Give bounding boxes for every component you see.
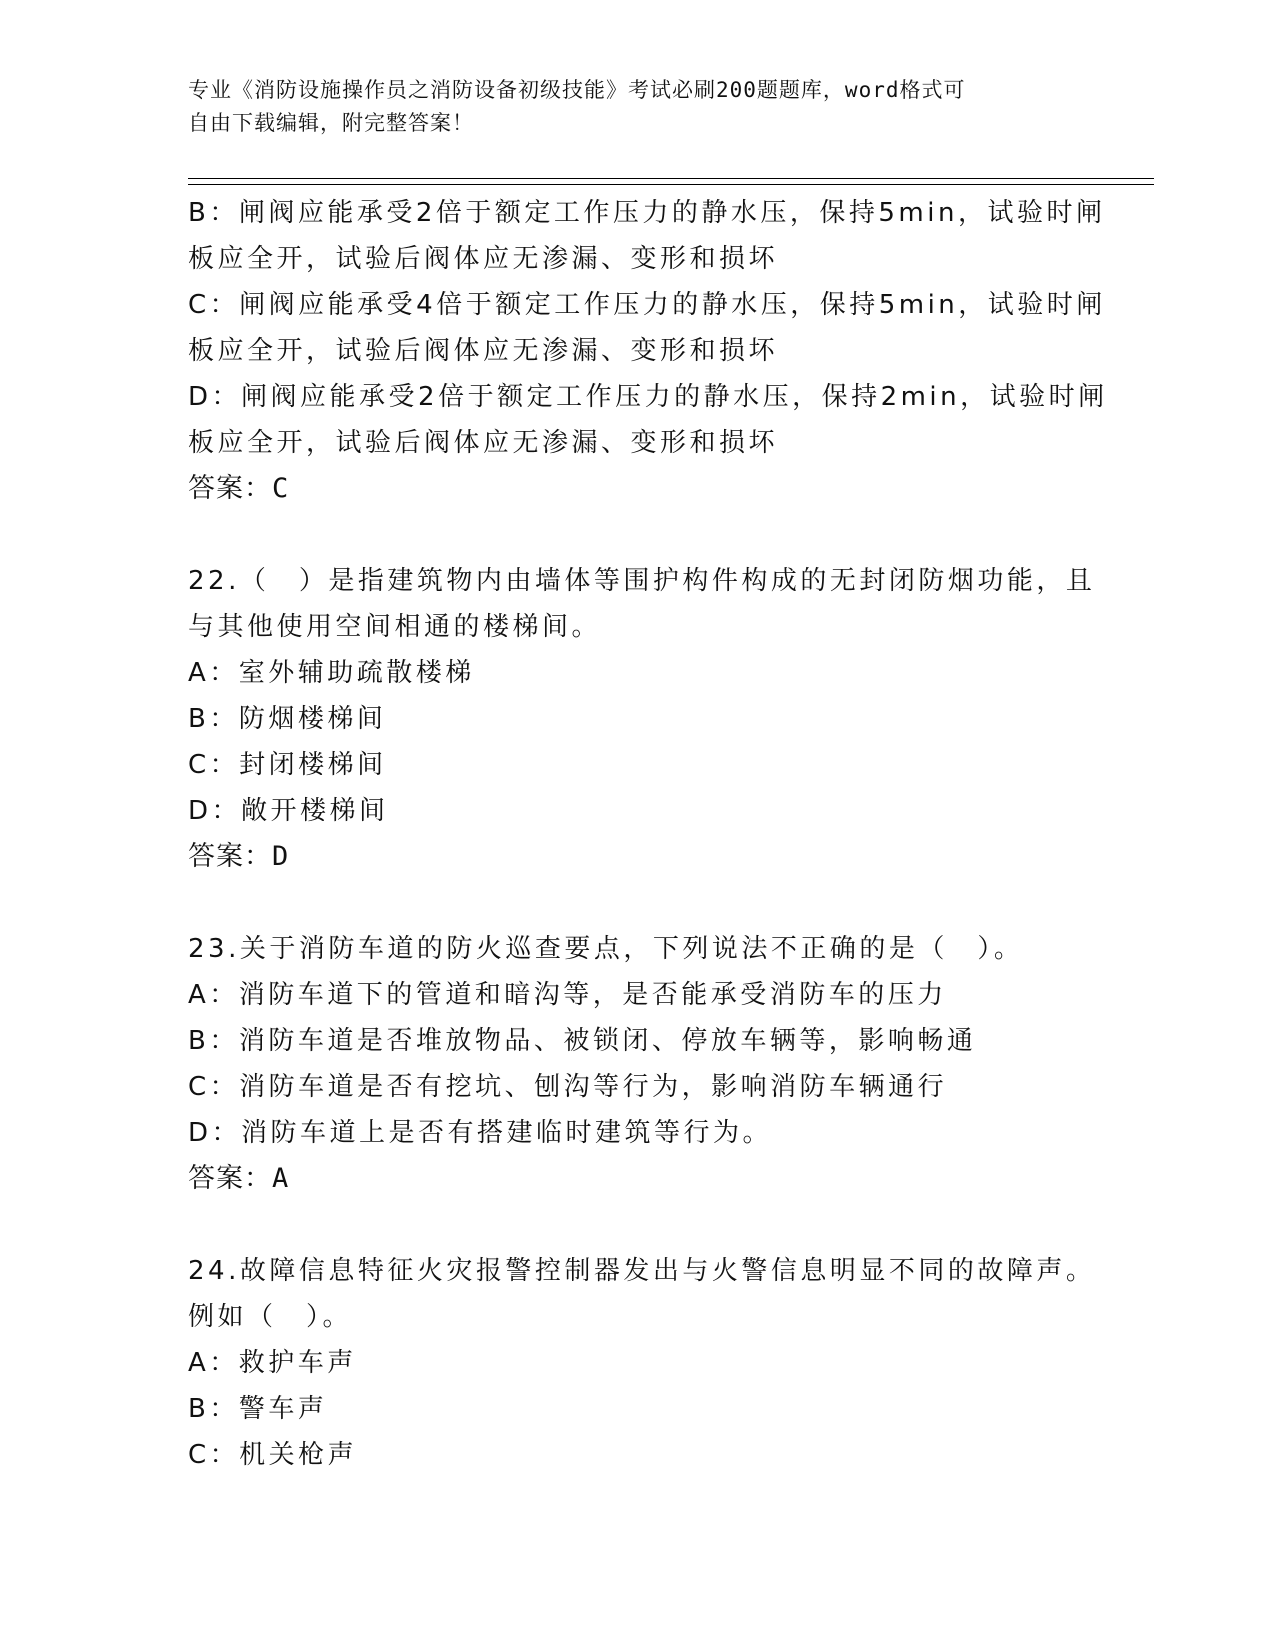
answer-label: 答案： [188,1163,272,1194]
answer-value: D [272,841,290,872]
question-stem-line-1: 23.关于消防车道的防火巡查要点，下列说法不正确的是（ ）。 [188,934,1024,964]
document-header [188,74,1088,140]
question-21 [188,190,1108,512]
option-c: C：机关枪声 [188,1440,358,1470]
answer-value: A [272,1163,290,1194]
question-stem-line-1: 22.（ ）是指建筑物内由墙体等围护构件构成的无封闭防烟功能，且 [188,566,1096,596]
header-title-line-1: 专业《消防设施操作员之消防设备初级技能》考试必刷200题题库，word格式可 [188,78,966,102]
answer [188,834,1088,880]
option-d-line-2: 板应全开，试验后阀体应无渗漏、变形和损坏 [188,428,779,458]
answer [188,1156,1088,1202]
question-stem-line-2: 例如（ ）。 [188,1302,353,1332]
option-b: B：防烟楼梯间 [188,704,387,734]
answer-label: 答案： [188,473,272,504]
option-a: A：室外辅助疏散楼梯 [188,658,475,688]
option-d-line-1: D：闸阀应能承受2倍于额定工作压力的静水压，保持2min，试验时闸 [188,382,1108,412]
header-rule-top [188,178,1154,179]
option-c: C：封闭楼梯间 [188,750,387,780]
question-stem-line-1: 24.故障信息特征火灾报警控制器发出与火警信息明显不同的故障声。 [188,1256,1096,1286]
answer-label: 答案： [188,841,272,872]
option-b-line-2: 板应全开，试验后阀体应无渗漏、变形和损坏 [188,244,779,274]
answer [188,466,1088,512]
question-23 [188,926,1088,1202]
question-24 [188,1248,1096,1478]
header-title-line-2: 自由下载编辑，附完整答案！ [188,111,474,135]
option-b: B：警车声 [188,1394,328,1424]
option-d: D：消防车道上是否有搭建临时建筑等行为。 [188,1118,773,1148]
option-c-line-1: C：闸阀应能承受4倍于额定工作压力的静水压，保持5min，试验时闸 [188,290,1106,320]
option-a: A：消防车道下的管道和暗沟等，是否能承受消防车的压力 [188,980,947,1010]
question-stem-line-2: 与其他使用空间相通的楼梯间。 [188,612,602,642]
spacer [188,1202,1088,1248]
option-c-line-2: 板应全开，试验后阀体应无渗漏、变形和损坏 [188,336,779,366]
question-content [188,190,1108,1478]
option-c: C：消防车道是否有挖坑、刨沟等行为，影响消防车辆通行 [188,1072,948,1102]
answer-value: C [272,473,290,504]
option-d: D：敞开楼梯间 [188,796,389,826]
option-b-line-1: B：闸阀应能承受2倍于额定工作压力的静水压，保持5min，试验时闸 [188,198,1106,228]
spacer [188,880,1088,926]
spacer [188,512,1088,558]
header-rule-bottom [188,184,1154,185]
question-22 [188,558,1096,880]
option-a: A：救护车声 [188,1348,357,1378]
option-b: B：消防车道是否堆放物品、被锁闭、停放车辆等，影响畅通 [188,1026,977,1056]
